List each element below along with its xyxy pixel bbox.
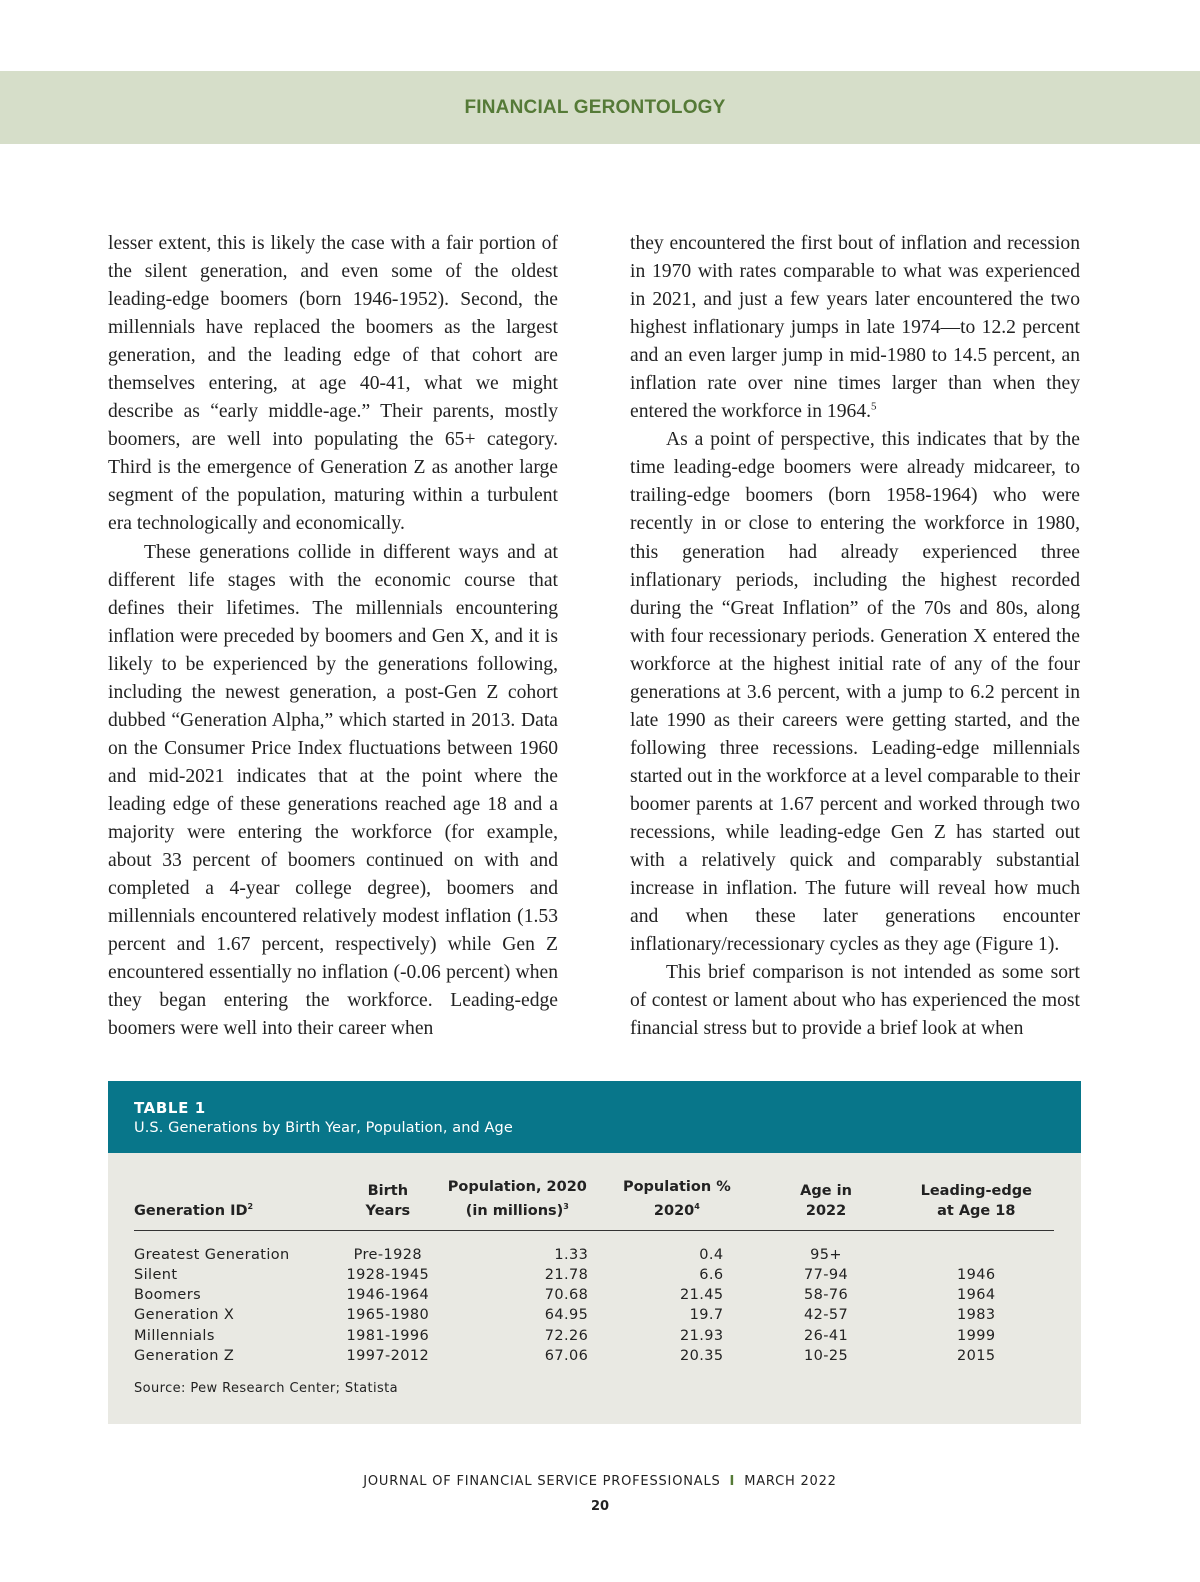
cell-population-pct: 19.7 xyxy=(689,1307,724,1324)
table-header-row xyxy=(134,1177,1054,1230)
cell-age: 77-94 xyxy=(803,1267,849,1284)
table-1 xyxy=(108,1081,1081,1424)
cell-population: 21.78 xyxy=(544,1267,589,1284)
cell-leading-edge: 1964 xyxy=(957,1287,996,1304)
table-header-band xyxy=(108,1081,1081,1153)
cell-generation: Generation Z xyxy=(134,1347,235,1364)
cell-birth-years: Pre-1928 xyxy=(353,1246,423,1263)
cell-population-pct: 6.6 xyxy=(699,1267,724,1284)
cell-leading-edge: 2015 xyxy=(957,1347,996,1364)
cell-leading-edge xyxy=(899,1230,1054,1265)
table-caption: U.S. Generations by Birth Year, Population, and Age xyxy=(134,1120,513,1136)
cell-birth-years: 1946-1964 xyxy=(346,1287,430,1304)
cell-birth-years: 1965-1980 xyxy=(346,1307,430,1324)
paragraph: This brief comparison is not intended as some sort of contest or lament about who has experienced the most financial stress but to provide a brief look at when xyxy=(630,962,1080,1040)
cell-birth-years: 1928-1945 xyxy=(346,1267,430,1284)
cell-population: 67.06 xyxy=(544,1347,589,1364)
cell-population-pct: 0.4 xyxy=(699,1246,724,1263)
cell-population: 72.26 xyxy=(544,1327,589,1344)
cell-population: 64.95 xyxy=(544,1307,589,1324)
cell-leading-edge: 1999 xyxy=(957,1327,996,1344)
paragraph xyxy=(630,230,1080,426)
paragraph: As a point of perspective, this indicates that by the time leading-edge boomers were already midcareer, to trailing-edge boomers (born 1958-1964) who were recently in or close to entering the workforce in 1980, this generation had already experienced three inflationary periods, including the highest recorded during the “Great Inflation” of the 70s and 80s, along with four recessionary periods. Generation X entered the workforce at the highest initial rate of any of the four generations at 3.6 percent, with a jump to 6.2 percent in late 1990 as their careers were getting started, and the following three recessions. Leading-edge millennials started out in the workforce at a level comparable to their boomer parents at 1.67 percent and worked through two recessions, while leading-edge Gen Z has started out with a relatively quick and comparably substantial increase in inflation. The future will reveal how much and when these later generations encounter inflationary/recessionary cycles as they age (Figure 1). xyxy=(630,429,1080,956)
cell-age: 58-76 xyxy=(803,1287,849,1304)
section-title: FINANCIAL GERONTOLOGY xyxy=(464,96,726,118)
left-column xyxy=(108,230,558,1043)
footer-separator: I xyxy=(729,1474,736,1489)
cell-population-pct: 21.93 xyxy=(680,1327,724,1344)
journal-name: JOURNAL OF FINANCIAL SERVICE PROFESSIONALS xyxy=(363,1474,721,1489)
footnote-ref: 5 xyxy=(871,400,877,413)
cell-population: 1.33 xyxy=(554,1246,589,1263)
paragraph: lesser extent, this is likely the case with a fair portion of the silent generation, and even some of the oldest leading-edge boomers (born 1946-1952). Second, the millennials have replaced the boomers as the largest generation, and the leading edge of that cohort are themselves entering, at age 40-41, what we might describe as “early middle-age.” Their parents, mostly boomers, are well into populating the 65+ category. Third is the emergence of Generation Z as another large segment of the population, maturing within a turbulent era technologically and economically. xyxy=(108,233,558,535)
cell-leading-edge: 1946 xyxy=(957,1267,996,1284)
table-row xyxy=(134,1230,1054,1265)
table-source: Source: Pew Research Center; Statista xyxy=(134,1381,398,1396)
cell-generation: Boomers xyxy=(134,1287,202,1304)
section-header xyxy=(0,71,1200,144)
cell-population-pct: 20.35 xyxy=(680,1347,724,1364)
page-footer xyxy=(0,1474,1200,1489)
col-header-population: Population, 2020 (in millions)$^3$ xyxy=(434,1177,600,1230)
cell-leading-edge: 1983 xyxy=(957,1307,996,1324)
col-header-birth-years: Birth Years xyxy=(341,1177,434,1230)
table-row xyxy=(134,1285,1054,1305)
cell-generation: Generation X xyxy=(134,1307,235,1324)
issue-date: MARCH 2022 xyxy=(744,1474,837,1489)
paragraph: These generations collide in different ways and at different life stages with the economic course that defines their lifetimes. The millennials encountering inflation were preceded by boomers and Gen X, and it is likely to be experienced by the generations following, including the newest generation, a post-Gen Z cohort dubbed “Generation Alpha,” which started in 2013. Data on the Consumer Price Index fluctuations between 1960 and mid-2021 indicates that at the point where the leading edge of these generations reached age 18 and a majority were entering the workforce (for example, about 33 percent of boomers continued on with and completed a 4-year college degree), boomers and millennials encountered relatively modest inflation (1.53 percent and 1.67 percent, respectively) while Gen Z encountered essentially no inflation (-0.06 percent) when they began entering the workforce. Leading-edge boomers were well into their career when xyxy=(108,541,558,1040)
cell-population-pct: 21.45 xyxy=(680,1287,724,1304)
cell-population: 70.68 xyxy=(544,1287,589,1304)
cell-age: 42-57 xyxy=(803,1307,849,1324)
cell-age: 10-25 xyxy=(803,1347,849,1364)
paragraph-text: they encountered the first bout of inflation and recession in 1970 with rates comparable to what was experienced in 2021, and just a few years later encountered the two highest inflationary jumps in late 1974—to 12.2 percent and an even larger jump in mid-1980 to 14.5 percent, an inflation rate over nine times larger than when they entered the workforce in 1964. xyxy=(630,233,1080,423)
col-header-leading-edge: Leading-edge at Age 18 xyxy=(899,1177,1054,1230)
cell-birth-years: 1981-1996 xyxy=(346,1327,430,1344)
col-header-generation: Generation $ID^2$ xyxy=(134,1177,341,1230)
table-row xyxy=(134,1265,1054,1285)
cell-generation: Greatest Generation xyxy=(134,1246,290,1263)
table-row xyxy=(134,1305,1054,1325)
table-row xyxy=(134,1326,1054,1346)
table-label: TABLE 1 xyxy=(134,1099,206,1117)
page-number: 20 xyxy=(590,1499,610,1514)
col-header-age: Age in 2022 xyxy=(754,1177,899,1230)
cell-generation: Silent xyxy=(134,1267,178,1284)
cell-age: 95+ xyxy=(810,1246,842,1263)
table-row xyxy=(134,1346,1054,1366)
right-column xyxy=(630,230,1080,1043)
cell-generation: Millennials xyxy=(134,1327,215,1344)
generations-table xyxy=(134,1177,1054,1366)
cell-age: 26-41 xyxy=(803,1327,849,1344)
cell-birth-years: 1997-2012 xyxy=(346,1347,430,1364)
col-header-population-pct: Population % 2020$^4$ xyxy=(600,1177,753,1230)
